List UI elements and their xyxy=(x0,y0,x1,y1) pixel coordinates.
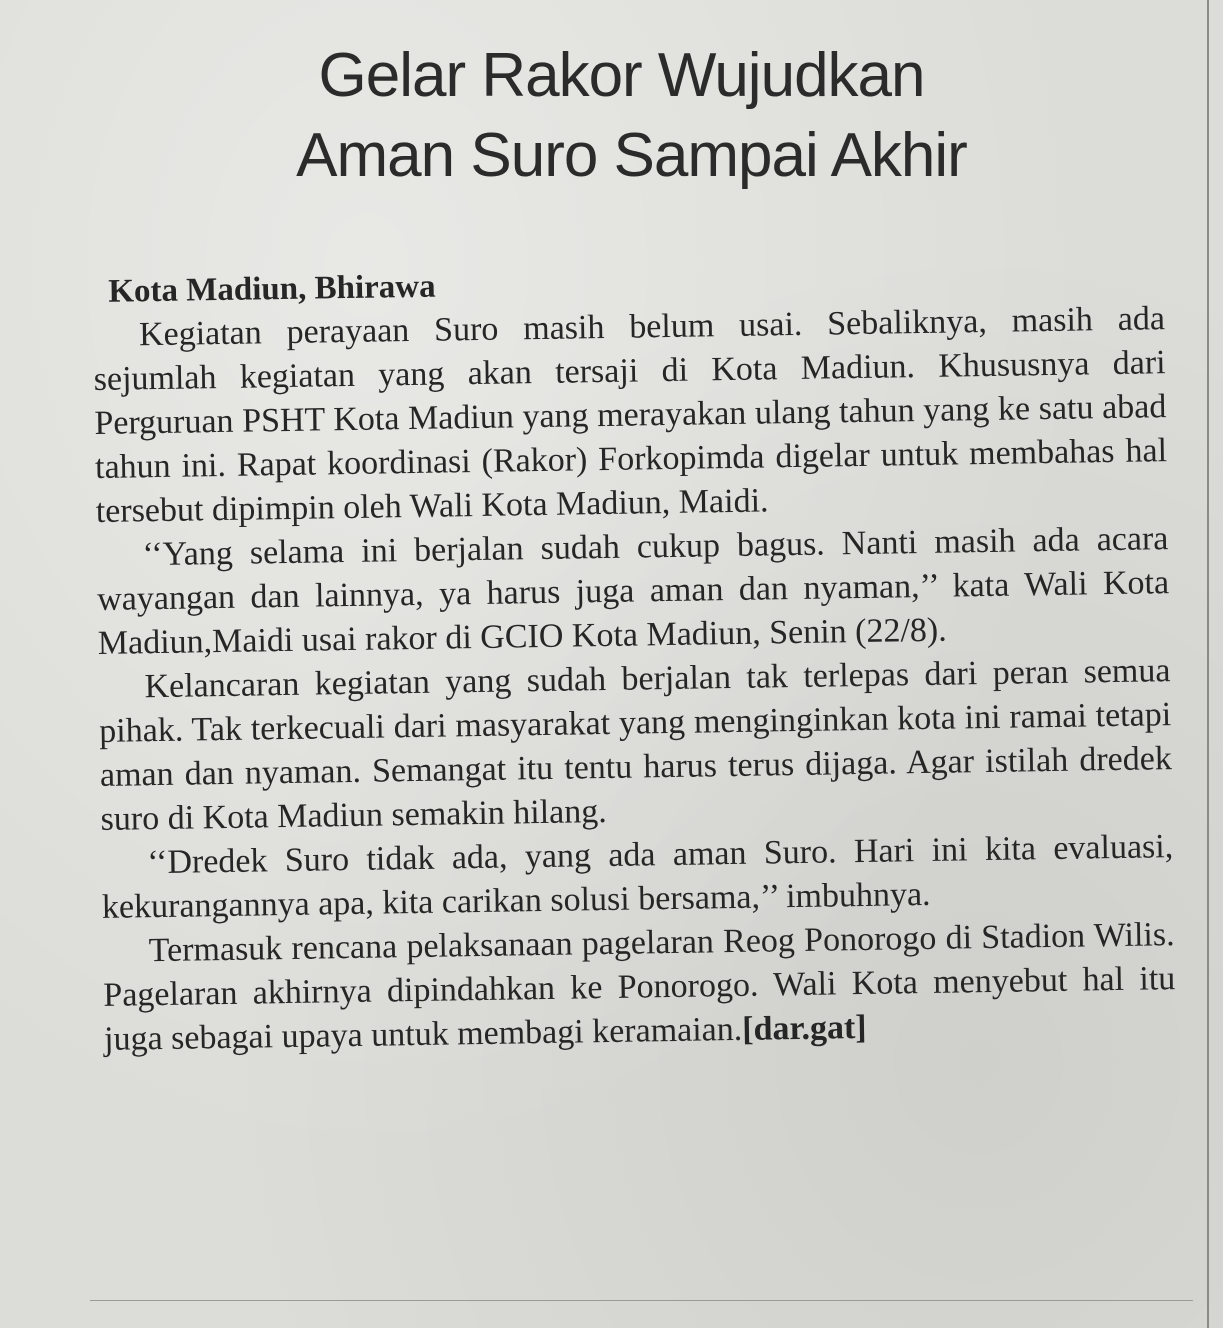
headline-line-2: Aman Suro Sampai Akhir xyxy=(296,121,967,190)
article-body xyxy=(92,253,1176,1062)
headline xyxy=(0,36,1223,196)
author-signature: [dar.gat] xyxy=(741,1008,867,1048)
paragraph-5-text: Termasuk rencana pelaksanaan pagelaran Reog Ponorogo di Stadion Wilis. Pagelaran akhirnya dipindahkan ke Ponorogo. Wali Kota menyebut hal itu juga sebagai upaya untuk membagi keramaian. xyxy=(103,916,1176,1058)
headline-line-1: Gelar Rakor Wujudkan xyxy=(318,41,925,110)
paragraph-5 xyxy=(102,913,1176,1062)
dateline: Kota Madiun, Bhirawa xyxy=(108,268,436,310)
bottom-rule xyxy=(90,1300,1193,1301)
column-rule xyxy=(1207,0,1209,1328)
paragraph-2: ‘‘Yang selama ini berjalan sudah cukup bagus. Nanti masih ada acara wayangan dan lainnya, ya harus juga aman dan nyaman,’’ kata Wali Kota Madiun,Maidi usai rakor di GCIO Kota Madiun, Senin (22/8). xyxy=(96,520,1170,662)
paragraph-4: ‘‘Dredek Suro tidak ada, yang ada aman Suro. Hari ini kita evaluasi, kekurangannya apa, kita carikan solusi bersama,’’ imbuhnya. xyxy=(101,828,1174,926)
paragraph-1: Kegiatan perayaan Suro masih belum usai. Sebaliknya, masih ada sejumlah kegiatan yang akan tersaji di Kota Madiun. Khususnya dari Perguruan PSHT Kota Madiun yang merayakan ulang tahun yang ke satu abad tahun ini. Rapat koordinasi (Rakor) Forkopimda digelar untuk membahas hal tersebut dipimpin oleh Wali Kota Madiun, Maidi. xyxy=(93,300,1168,530)
paragraph-3: Kelancaran kegiatan yang sudah berjalan tak terlepas dari peran semua pihak. Tak terkecuali dari masyarakat yang menginginkan kota ini ramai tetapi aman dan nyaman. Semangat itu tentu harus terus dijaga. Agar istilah dredek suro di Kota Madiun semakin hilang. xyxy=(98,652,1173,838)
